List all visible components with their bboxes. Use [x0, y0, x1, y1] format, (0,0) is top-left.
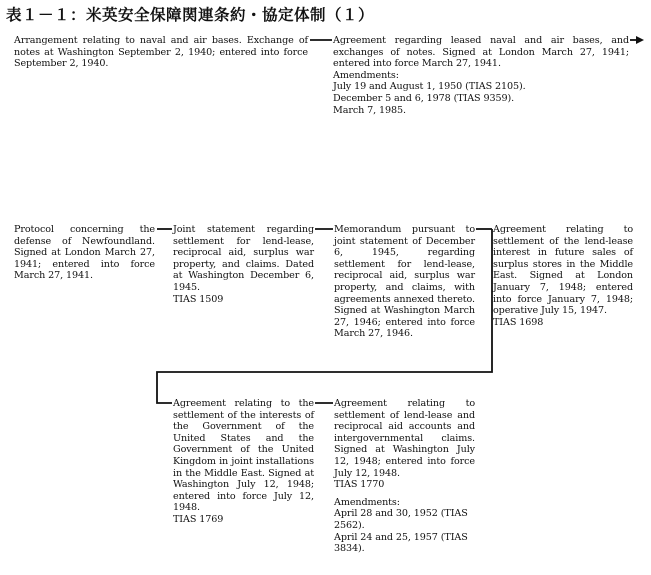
node-text: Agreement relating to settlement of the lend-lease interest in future sales of surplus stores in the Middle East. Signed at London January 7, 1948; entered into force January 7, 1948; operative July 15, 1947.	[493, 224, 633, 317]
amendments-heading: Amendments:	[334, 496, 400, 508]
amendment-item: July 19 and August 1, 1950 (TIAS 2105).	[333, 81, 526, 93]
amendment-item: April 24 and 25, 1957 (TIAS 3834).	[334, 531, 468, 555]
page-title: 表１－１：米英安全保障関連条約・協定体制（１）	[6, 6, 375, 24]
tias-number: TIAS 1509	[173, 293, 224, 305]
tias-number: TIAS 1770	[334, 479, 385, 491]
node-agreement-aid-accounts-1948	[334, 398, 475, 555]
amendments-heading: Amendments:	[333, 69, 399, 81]
amendment-item: December 5 and 6, 1978 (TIAS 9359).	[333, 92, 515, 104]
node-text: Arrangement relating to naval and air bases. Exchange of notes at Washington September 2, 1940; entered into force September 2, 1940.	[14, 35, 308, 70]
amendment-item: April 28 and 30, 1952 (TIAS 2562).	[334, 508, 468, 531]
node-agreement-1948-jan	[493, 224, 633, 328]
node-text: Memorandum pursuant to joint statement of December 6, 1945, regarding settlement for lend-lease, reciprocal aid, surplus war property, and claims, with agreements annexed thereto. Signed at Washington March 27, 1946; entered into force March 27, 1946.	[334, 224, 475, 340]
arrow-right-icon	[636, 36, 644, 44]
node-text: Joint statement regarding settlement for lend-lease, reciprocal aid, surplus war property, and claims. Dated at Washington December 6, 1945.	[173, 224, 314, 293]
node-text: Agreement relating to settlement of lend-lease and reciprocal aid accounts and intergovernmental claims. Signed at Washington July 12, 1948; entered into force July 12, 1948.	[334, 398, 475, 479]
node-text: Agreement relating to the settlement of the interests of the Government of the United States and the Government of the United Kingdom in joint installations in the Middle East. Signed at Washington July 12, 1948; entered into force July 12, 1948.	[173, 398, 314, 514]
node-agreement-middle-east-1948	[173, 398, 314, 526]
tias-number: TIAS 1769	[173, 513, 224, 525]
node-protocol-newfoundland	[14, 224, 155, 282]
tias-number: TIAS 1698	[493, 316, 544, 328]
node-arrangement-1940	[14, 35, 308, 70]
node-agreement-1941	[333, 35, 629, 116]
node-text: Protocol concerning the defense of Newfoundland. Signed at London March 27, 1941; entered into force March 27, 1941.	[14, 224, 155, 282]
amendment-item: March 7, 1985.	[333, 104, 406, 116]
node-text: Agreement regarding leased naval and air bases, and exchanges of notes. Signed at London March 27, 1941; entered into force March 27, 1941.	[333, 35, 629, 70]
node-joint-statement-1945	[173, 224, 314, 305]
node-memorandum-1946	[334, 224, 475, 340]
